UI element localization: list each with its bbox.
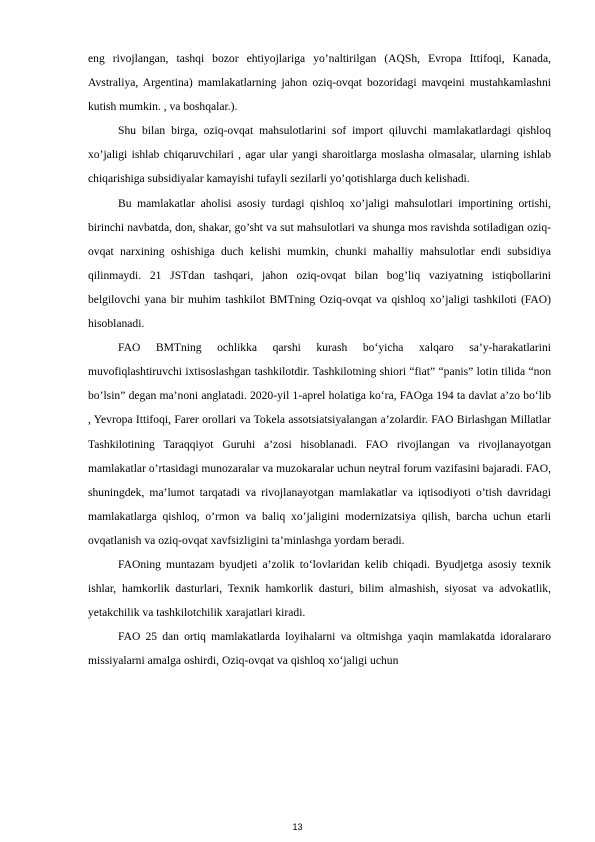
document-body bbox=[88, 47, 551, 673]
paragraph-5: FAOning muntazam byudjeti a’zolik to‘lovlaridan kelib chiqadi. Byudjetga asosiy texnik ishlar, hamkorlik dasturlari, Texnik hamkorlik dasturi, bilim almashish, siyosat va advokatlik, yetakchilik va tashkilotchilik xarajatlari kiradi. bbox=[88, 557, 551, 620]
paragraph-6: FAO 25 dan ortiq mamlakatlarda loyihalarni va oltmishga yaqin mamlakatda idoralararo missiyalarni amalga oshirdi, Oziq-ovqat va qishloq xo‘jaligi uchun bbox=[88, 630, 551, 668]
paragraph-4: FAO BMTning ochlikka qarshi kurash bo‘yicha xalqaro sa’y-harakatlarini muvofiqlashtiruvchi ixtisoslashgan tashkilotdir. Tashkilotning shiori “fiat” “panis” lotin tilida “non bo’lsin” degan ma’noni anglatadi. 2020-yil 1-aprel holatiga ko‘ra, FAOga 194 ta davlat a’zo bo‘lib , Yevropa Ittifoqi, Farer orollari va Tokela assotsiatsiyalangan a’zolardir. FAO Birlashgan Millatlar Tashkilotining Taraqqiyot Guruhi a’zosi hisoblanadi. FAO rivojlangan va rivojlanayotgan mamlakatlar o’rtasidagi munozaralar va muzokaralar uchun neytral forum vazifasini bajaradi. FAO, shuningdek, ma’lumot tarqatadi va rivojlanayotgan mamlakatlar va iqtisodiyoti o’tish davridagi mamlakatlarga qishloq, o’rmon va baliq xo’jaligini modernizatsiya qilish, barcha uchun etarli ovqatlanish va oziq-ovqat xavfsizligini ta’minlashga yordam beradi. bbox=[88, 341, 551, 547]
paragraph-1: eng rivojlangan, tashqi bozor ehtiyojlariga yo’naltirilgan (AQSh, Evropa Ittifoqi, Kanada, Avstraliya, Argentina) mamlakatlarning jahon oziq-ovqat bozoridagi mavqeini mustahkamlashni kutish mumkin. , va boshqalar.). bbox=[88, 52, 551, 114]
paragraph-3: Bu mamlakatlar aholisi asosiy turdagi qishloq xo’jaligi mahsulotlari importining ortishi, birinchi navbatda, don, shakar, go’sht va sut mahsulotlari va shunga mos ravishda sotiladigan oziq-ovqat narxining oshishiga duch kelishi mumkin, chunki mahalliy mahsulotlar endi subsidiya qilinmaydi. 21 JSTdan tashqari, jahon oziq-ovqat bilan bog’liq vaziyatning istiqbollarini belgilovchi yana bir muhim tashkilot BMTning Oziq-ovqat va qishloq xo’jaligi tashkiloti (FAO) hisoblanadi. bbox=[88, 196, 551, 331]
paragraph-2: Shu bilan birga, oziq-ovqat mahsulotlarini sof import qiluvchi mamlakatlardagi qishloq xo’jaligi ishlab chiqaruvchilari , agar ular yangi sharoitlarga moslasha olmasalar, ularning ishlab chiqarishiga subsidiyalar kamayishi tufayli sezilarli yo’qotishlarga duch kelishadi. bbox=[88, 124, 551, 186]
page-number: 13 bbox=[292, 822, 303, 832]
